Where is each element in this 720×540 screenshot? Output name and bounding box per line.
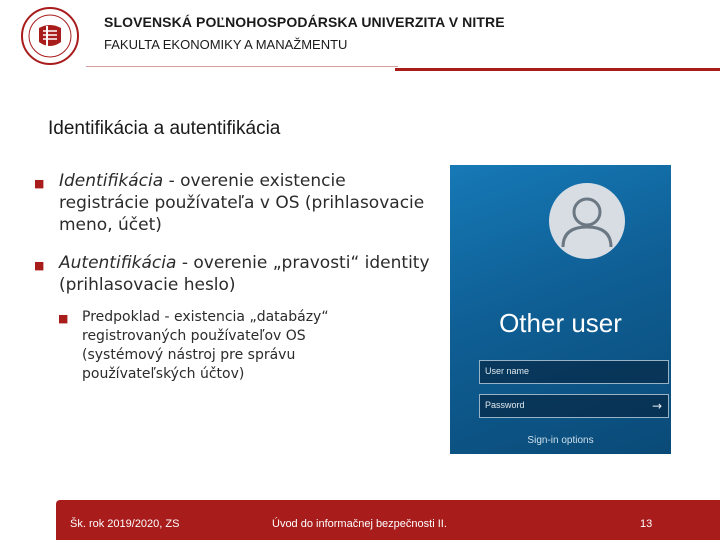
university-seal-logo [20, 6, 80, 66]
sub-bullet-text: Predpoklad - existencia „databázy“ registrovaných používateľov OS (systémový nástroj pre správu používateľských účtov) [82, 309, 329, 382]
bullet-square-icon: ■ [34, 177, 45, 190]
bullet-text: - overenie „pravosti“ identity (prihlasovacie heslo) [59, 253, 430, 295]
header-divider-thick [395, 68, 720, 71]
sign-in-options-link[interactable]: Sign-in options [527, 435, 594, 446]
bullet-term: Autentifikácia [59, 253, 177, 273]
username-placeholder: User name [485, 366, 530, 376]
username-field[interactable] [479, 360, 669, 384]
sub-bullet-item [58, 308, 378, 384]
header-divider-thin [86, 66, 398, 67]
footer-academic-year: Šk. rok 2019/2020, ZS [70, 518, 180, 530]
bullet-item [34, 252, 434, 296]
bullet-text: - overenie existencie registrácie používateľa v OS (prihlasovacie meno, účet) [59, 171, 425, 235]
bullet-square-icon: ■ [58, 312, 69, 325]
bullet-item [34, 170, 434, 236]
bullet-term: Identifikácia [59, 171, 164, 191]
slide-title: Identifikácia a autentifikácia [48, 118, 281, 139]
password-field[interactable] [479, 394, 669, 418]
login-heading: Other user [499, 308, 622, 338]
page-number: 13 [640, 518, 653, 530]
arrow-right-icon[interactable]: → [651, 399, 663, 413]
password-placeholder: Password [485, 400, 525, 410]
user-avatar-icon [549, 183, 625, 259]
bullet-square-icon: ■ [34, 259, 45, 272]
university-name: SLOVENSKÁ POĽNOHOSPODÁRSKA UNIVERZITA V NITRE [104, 14, 505, 30]
faculty-name: FAKULTA EKONOMIKY A MANAŽMENTU [104, 37, 348, 52]
footer-course-name: Úvod do informačnej bezpečnosti II. [272, 518, 447, 530]
